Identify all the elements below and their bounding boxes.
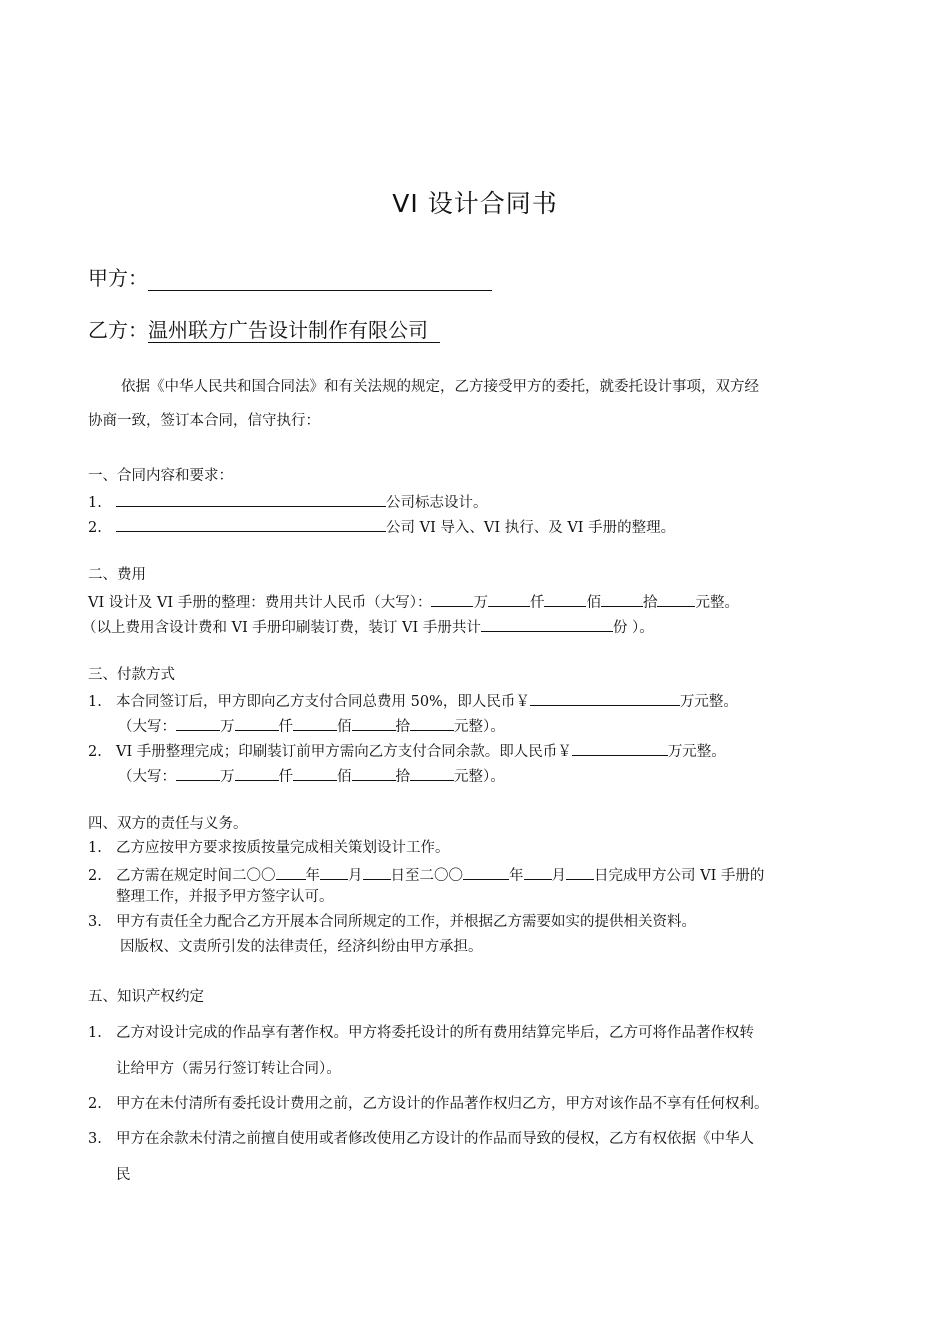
- date-unit: 年: [305, 868, 320, 884]
- item-text: 甲方有责任全力配合乙方开展本合同所规定的工作，并根据乙方需要如实的提供相关资料。: [116, 914, 696, 930]
- unit-label: 仟: [278, 769, 293, 785]
- blank-field: [431, 590, 473, 607]
- note-suffix: 份 ）。: [612, 620, 654, 636]
- blank-field: [463, 863, 509, 880]
- unit-label: 元整。: [695, 595, 739, 611]
- blank-field: [320, 863, 348, 880]
- blank-field: [572, 739, 668, 756]
- item-number: 1.: [88, 1025, 102, 1041]
- unit-label: 万: [220, 719, 235, 735]
- item-text: VI 手册整理完成；印刷装订前甲方需向乙方支付合同余款。即人民币￥: [116, 744, 572, 760]
- item-number: 2.: [88, 1096, 102, 1112]
- item-suffix: 万元整。: [679, 694, 738, 710]
- section5-item-3: [88, 1129, 754, 1149]
- blank-field: [235, 764, 279, 781]
- section2-note-line: [82, 615, 654, 638]
- unit-label: 佰: [337, 719, 352, 735]
- section4-item-2-cont: 整理工作，并报予甲方签字认可。: [116, 889, 334, 905]
- blank-field: [276, 863, 306, 880]
- item-text: 甲方在余款未付清之前擅自使用或者修改使用乙方设计的作品而导致的侵权，乙方有权依据《中华人: [116, 1131, 754, 1147]
- item-suffix: 万元整。: [667, 744, 726, 760]
- date-unit: 月: [551, 868, 566, 884]
- item-text: 乙方对设计完成的作品享有著作权。甲方将委托设计的所有费用结算完毕后，乙方可将作品著作权转: [116, 1025, 754, 1041]
- section1-item-2: [88, 515, 675, 538]
- blank-field: [657, 590, 695, 607]
- blank-field: [176, 764, 220, 781]
- unit-label: 元整）。: [454, 719, 505, 735]
- item-suffix: 公司 VI 导入、VI 执行、及 VI 手册的整理。: [386, 520, 676, 536]
- blank-field: [293, 764, 337, 781]
- blank-field: [566, 863, 594, 880]
- unit-label: 拾: [395, 769, 410, 785]
- document-title: VI 设计合同书: [392, 189, 558, 218]
- section4-note: 因版权、文责所引发的法律责任，经济纠纷由甲方承担。: [120, 939, 483, 955]
- blank-field: [601, 590, 643, 607]
- unit-label: 仟: [278, 719, 293, 735]
- party-b-label: 乙方：: [88, 318, 148, 342]
- blank-field: [488, 590, 530, 607]
- item-text: 乙方应按甲方要求按质按量完成相关策划设计工作。: [116, 840, 450, 856]
- blank-field: [410, 714, 454, 731]
- section5-item-1: [88, 1023, 754, 1043]
- blank-field: [481, 615, 613, 632]
- section3-item-2-capital: [118, 764, 505, 787]
- party-b-name: 温州联方广告设计制作有限公司: [148, 318, 440, 343]
- blank-field: [524, 863, 552, 880]
- blank-field: [293, 714, 337, 731]
- section2-heading: 二、费用: [88, 567, 146, 583]
- section1-heading: 一、合同内容和要求：: [88, 468, 233, 484]
- party-b-row: [88, 314, 440, 343]
- item-number: 2.: [88, 520, 102, 536]
- item-text: 本合同签订后，甲方即向乙方支付合同总费用 50%，即人民币￥: [116, 694, 530, 710]
- unit-label: 万: [220, 769, 235, 785]
- section3-item-1-capital: [118, 714, 505, 737]
- item-number: 3.: [88, 1131, 102, 1147]
- date-unit: 月: [348, 868, 363, 884]
- capital-prefix: （大写：: [118, 719, 176, 735]
- blank-field: [352, 764, 396, 781]
- item-number: 1.: [88, 694, 102, 710]
- unit-label: 仟: [529, 595, 545, 611]
- date-text: 日完成甲方公司 VI 手册的: [594, 868, 765, 884]
- item-number: 1.: [88, 495, 102, 511]
- blank-field: [544, 590, 586, 607]
- blank-field: [352, 714, 396, 731]
- item-number: 1.: [88, 840, 102, 856]
- intro-line-1: 依据《中华人民共和国合同法》和有关法规的规定，乙方接受甲方的委托，就委托设计事项，双方经: [121, 379, 759, 395]
- section4-heading: 四、双方的责任与义务。: [88, 816, 248, 832]
- note-prefix: （以上费用含设计费和 VI 手册印刷装订费，装订 VI 手册共计: [82, 620, 481, 636]
- date-text: 日至二〇〇: [390, 868, 463, 884]
- blank-field: [410, 764, 454, 781]
- section3-item-1: [88, 689, 738, 712]
- item-number: 2.: [88, 868, 102, 884]
- section4-item-2: [88, 863, 764, 886]
- section5-item-1-cont: 让给甲方（需另行签订转让合同）。: [116, 1061, 341, 1077]
- section4-item-1: [88, 838, 450, 858]
- section3-item-2: [88, 739, 726, 762]
- section5-item-2: [88, 1094, 769, 1114]
- blank-field: [116, 490, 386, 507]
- section2-fee-line: [88, 590, 739, 613]
- item-number: 2.: [88, 744, 102, 760]
- date-unit: 年: [509, 868, 524, 884]
- unit-label: 拾: [395, 719, 410, 735]
- section4-item-3: [88, 912, 696, 932]
- party-a-label: 甲方：: [88, 266, 148, 290]
- section3-heading: 三、付款方式: [88, 667, 175, 683]
- fee-prefix: VI 设计及 VI 手册的整理：费用共计人民币（大写）：: [88, 595, 432, 611]
- party-a-blank: [148, 270, 492, 291]
- blank-field: [530, 689, 680, 706]
- item-suffix: 公司标志设计。: [386, 495, 488, 511]
- blank-field: [235, 714, 279, 731]
- unit-label: 万: [473, 595, 488, 611]
- section1-item-1: [88, 490, 488, 513]
- date-text: 乙方需在规定时间二〇〇: [116, 868, 276, 884]
- unit-label: 拾: [642, 595, 658, 611]
- capital-prefix: （大写：: [118, 769, 176, 785]
- intro-line-2: 协商一致，签订本合同，信守执行：: [88, 413, 320, 429]
- item-number: 3.: [88, 914, 102, 930]
- blank-field: [363, 863, 391, 880]
- party-a-row: [88, 262, 492, 291]
- section5-item-3-cont: 民: [116, 1167, 131, 1183]
- blank-field: [116, 515, 386, 532]
- unit-label: 佰: [337, 769, 352, 785]
- blank-field: [176, 714, 220, 731]
- unit-label: 佰: [586, 595, 601, 611]
- unit-label: 元整）。: [454, 769, 505, 785]
- item-text: 甲方在未付清所有委托设计费用之前，乙方设计的作品著作权归乙方，甲方对该作品不享有任何权利。: [116, 1096, 769, 1112]
- section5-heading: 五、知识产权约定: [88, 989, 204, 1005]
